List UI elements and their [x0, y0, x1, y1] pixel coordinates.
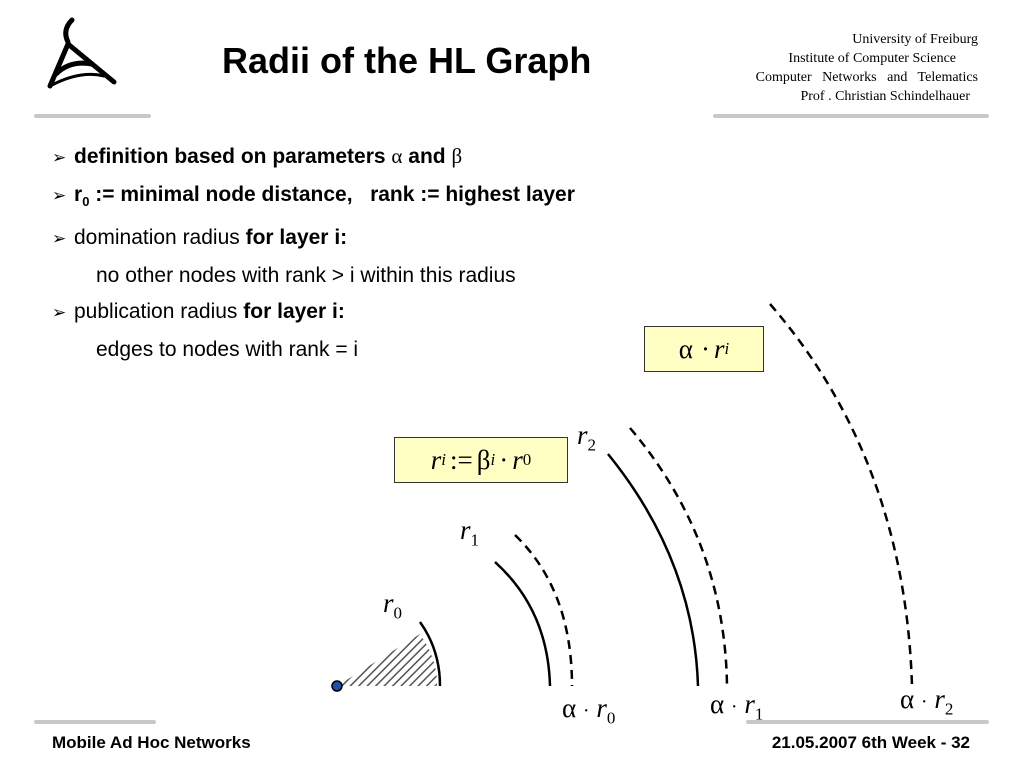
bullet-domination	[52, 220, 575, 258]
formula-sub-0: 0	[522, 450, 532, 469]
formula-sub-i: i	[441, 450, 446, 469]
header-rule-left	[34, 114, 151, 118]
institution-line-1: University of Freiburg	[852, 32, 978, 47]
label-r0	[383, 588, 402, 623]
arc-r2	[608, 454, 698, 686]
header-rule-right	[713, 114, 989, 118]
label-r: r	[596, 693, 607, 723]
label-sub: 0	[606, 708, 616, 728]
label-sub: 2	[587, 435, 597, 455]
bullet-bold-text: for layer i:	[245, 226, 348, 250]
formula-beta: β	[476, 444, 491, 475]
alpha-box-alpha: α	[678, 333, 693, 364]
label-r: r	[577, 420, 588, 450]
arc-r1	[495, 562, 550, 686]
label-alpha: α	[900, 684, 915, 714]
arrow-bullet-icon: ➢	[52, 185, 67, 206]
formula-assign: :=	[450, 444, 473, 475]
label-r1	[460, 515, 479, 550]
formula-r: r	[430, 444, 442, 475]
label-r2	[577, 420, 596, 455]
bullet-bold-text: for layer i:	[243, 300, 345, 324]
bullet-text: := minimal node distance, rank := highest layer	[89, 182, 575, 206]
label-dot: ·	[582, 700, 590, 722]
arrow-bullet-icon: ➢	[52, 148, 67, 168]
institution-line-3: Computer Networks and Telematics	[755, 70, 978, 85]
footer-date-page: 21.05.2007 6th Week - 32	[771, 733, 970, 752]
formula-r0: r	[512, 444, 523, 475]
formula-dot: ·	[499, 444, 509, 475]
university-logo	[50, 20, 114, 86]
bullet-definition	[52, 138, 575, 177]
bullet-r0	[52, 177, 575, 221]
bullet-domination-detail: no other nodes with rank > i within this radius	[96, 263, 516, 287]
r-subscript: 0	[82, 193, 90, 209]
label-sub: 1	[754, 704, 764, 724]
label-sub: 1	[470, 530, 480, 550]
bullet-text: publication radius	[74, 300, 244, 324]
arrow-bullet-icon: ➢	[52, 303, 67, 324]
label-sub: 0	[393, 603, 403, 623]
label-alpha-r2	[900, 684, 953, 719]
arc-alpha-r2	[630, 428, 727, 686]
center-node	[332, 681, 342, 691]
label-r: r	[744, 689, 755, 719]
footer-rule-left	[34, 720, 156, 724]
alpha-symbol: α	[391, 144, 403, 168]
bullet-text: domination radius	[74, 226, 246, 250]
label-r: r	[460, 515, 471, 545]
label-dot: ·	[920, 691, 928, 713]
hatched-sector-r0	[337, 634, 437, 686]
bullet-publication	[52, 294, 575, 332]
bullet-list	[52, 138, 575, 368]
label-alpha: α	[710, 689, 725, 719]
arc-alpha-ri	[770, 304, 912, 686]
institution-line-4: Prof . Christian Schindelhauer	[800, 89, 970, 104]
label-r: r	[934, 684, 945, 714]
arc-alpha-r1	[515, 535, 572, 686]
institution-block	[678, 30, 978, 106]
formula-exp: i	[490, 450, 496, 469]
bullet-text: definition based on parameters	[74, 145, 386, 168]
and-word: and	[408, 145, 446, 168]
label-alpha: α	[562, 693, 577, 723]
footer-course-title: Mobile Ad Hoc Networks	[52, 733, 251, 752]
arrow-bullet-icon: ➢	[52, 229, 67, 250]
institution-line-2: Institute of Computer Science	[788, 51, 956, 66]
bullet-publication-detail: edges to nodes with rank = i	[96, 337, 359, 361]
alpha-ri-box	[644, 326, 764, 372]
label-dot: ·	[730, 696, 738, 718]
page-title: Radii of the HL Graph	[222, 40, 592, 81]
footer-rule-right	[746, 720, 989, 724]
beta-symbol: β	[451, 144, 463, 168]
alpha-box-sub-i: i	[724, 339, 730, 358]
r-symbol: r	[74, 182, 83, 206]
label-sub: 2	[944, 699, 954, 719]
alpha-box-dot: ·	[700, 333, 710, 364]
formula-box-ri	[394, 437, 568, 483]
label-alpha-r0	[562, 693, 615, 728]
alpha-box-r: r	[713, 333, 725, 364]
label-alpha-r1	[710, 689, 763, 724]
label-r: r	[383, 588, 394, 618]
